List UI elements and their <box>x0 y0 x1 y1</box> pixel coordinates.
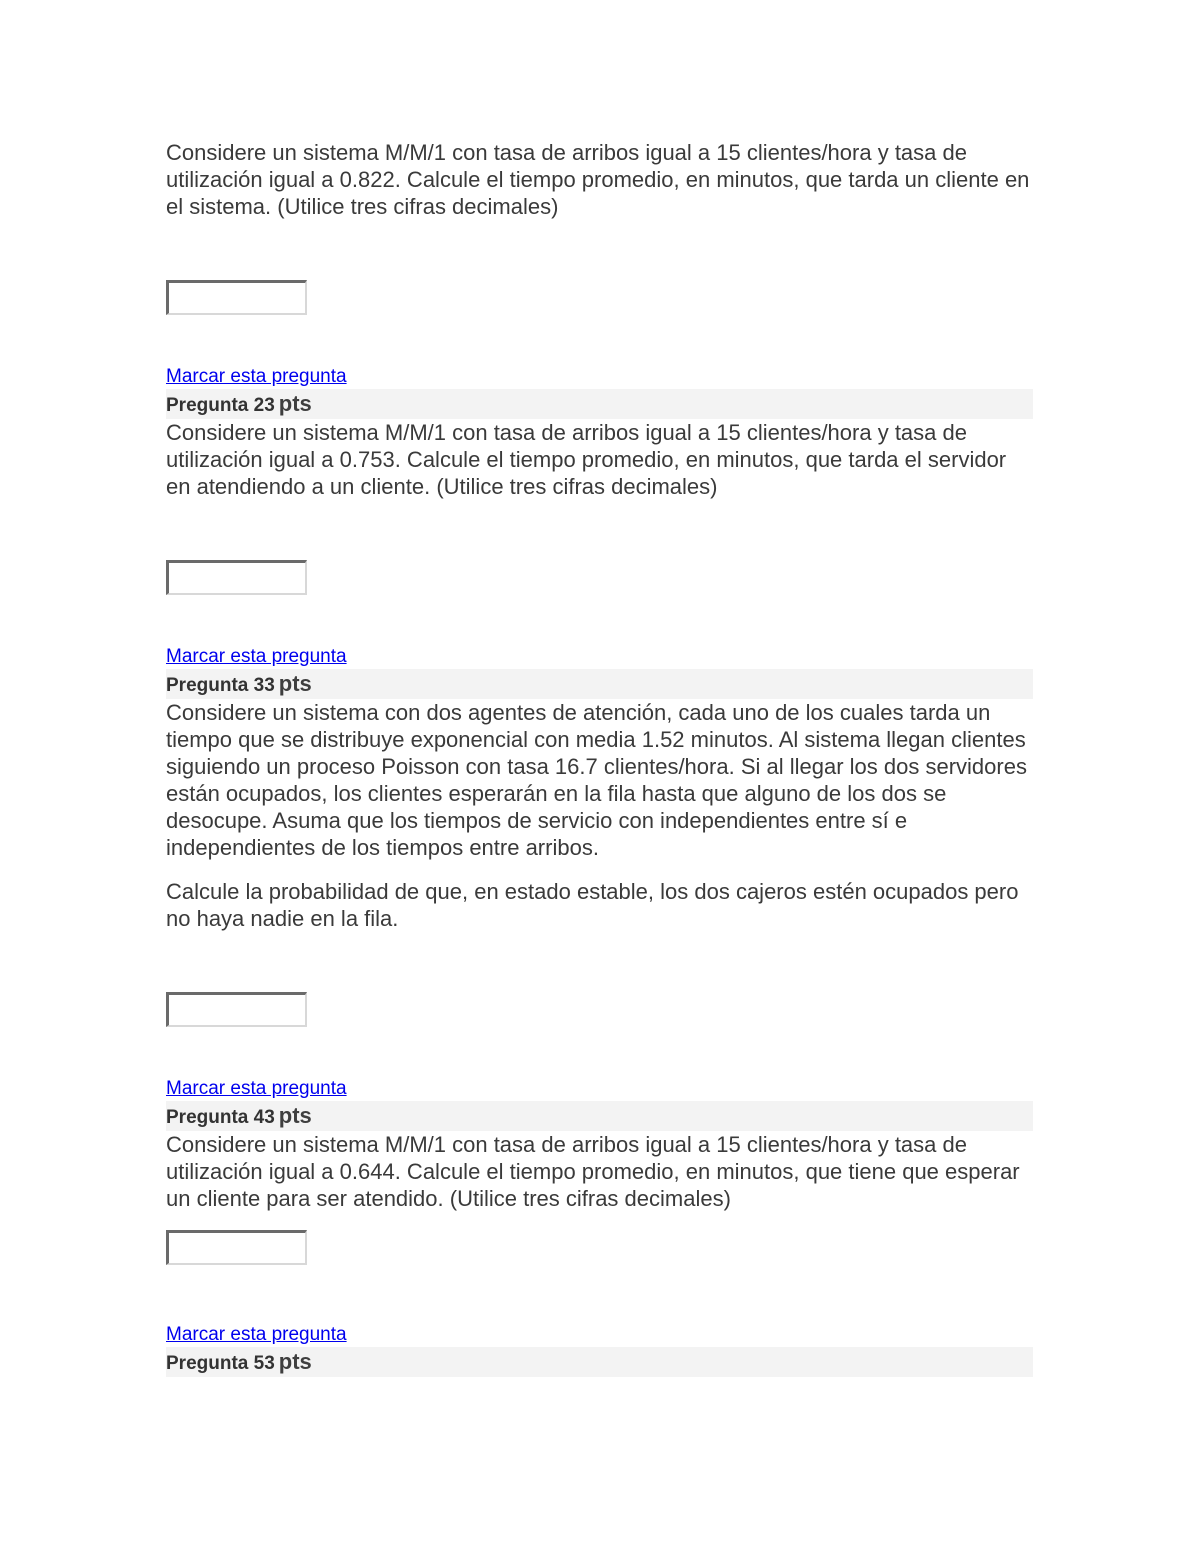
question-5-header <box>166 1347 1033 1377</box>
question-4-text <box>166 1131 1033 1212</box>
question-1-text <box>166 139 1033 220</box>
question-paragraph: Considere un sistema M/M/1 con tasa de arribos igual a 15 clientes/hora y tasa de utilización igual a 0.822. Calcule el tiempo promedio, en minutos, que tarda un cliente en el sistema. (Utilice tres cifras decimales) <box>166 140 1030 219</box>
points-unit: pts <box>278 391 312 416</box>
mark-question-link-3[interactable]: Marcar esta pregunta <box>166 1078 347 1099</box>
points-unit: pts <box>278 1349 312 1374</box>
question-label: Pregunta 3 <box>166 675 265 696</box>
answer-input-1[interactable] <box>166 280 307 315</box>
mark-question-link-4[interactable]: Marcar esta pregunta <box>166 1324 347 1345</box>
points-unit: pts <box>278 1103 312 1128</box>
question-label: Pregunta 4 <box>166 1107 265 1128</box>
question-3-text <box>166 699 1033 932</box>
question-paragraph: Considere un sistema con dos agentes de atención, cada uno de los cuales tarda un tiempo que se distribuye exponencial con media 1.52 minutos. Al sistema llegan clientes siguiendo un proceso Poisson con tasa 16.7 clientes/hora. Si al llegar los dos servidores están ocupados, los clientes esperarán en la fila hasta que alguno de los dos se desocupe. Asuma que los tiempos de servicio con independientes entre sí e independientes de los tiempos entre arribos. <box>166 700 1027 860</box>
question-label: Pregunta 2 <box>166 395 265 416</box>
question-points: 3 <box>264 1107 275 1128</box>
question-paragraph: Considere un sistema M/M/1 con tasa de arribos igual a 15 clientes/hora y tasa de utilización igual a 0.644. Calcule el tiempo promedio, en minutos, que tiene que esperar un cliente para ser atendido. (Utilice tres cifras decimales) <box>166 1132 1020 1211</box>
question-4-header <box>166 1101 1033 1131</box>
question-2-text <box>166 419 1033 500</box>
question-points: 3 <box>264 675 275 696</box>
question-points: 3 <box>264 1353 275 1374</box>
mark-question-link-1[interactable]: Marcar esta pregunta <box>166 366 347 387</box>
points-unit: pts <box>278 671 312 696</box>
answer-input-2[interactable] <box>166 560 307 595</box>
mark-question-link-2[interactable]: Marcar esta pregunta <box>166 646 347 667</box>
answer-input-4[interactable] <box>166 1230 307 1265</box>
question-label: Pregunta 5 <box>166 1353 265 1374</box>
question-points: 3 <box>264 395 275 416</box>
question-paragraph: Calcule la probabilidad de que, en estado estable, los dos cajeros estén ocupados pero no haya nadie en la fila. <box>166 879 1019 931</box>
quiz-page <box>166 139 1033 1377</box>
question-2-header <box>166 389 1033 419</box>
answer-input-3[interactable] <box>166 992 307 1027</box>
question-paragraph: Considere un sistema M/M/1 con tasa de arribos igual a 15 clientes/hora y tasa de utilización igual a 0.753. Calcule el tiempo promedio, en minutos, que tarda el servidor en atendiendo a un cliente. (Utilice tres cifras decimales) <box>166 420 1007 499</box>
question-3-header <box>166 669 1033 699</box>
